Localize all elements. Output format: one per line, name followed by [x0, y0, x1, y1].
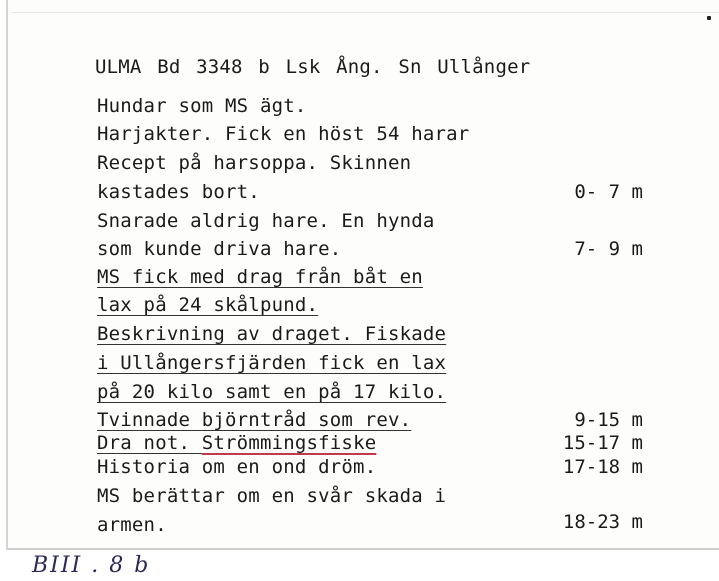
line-10: i Ullångersfjärden fick en lax [97, 352, 447, 374]
line-9: Beskrivning av draget. Fiskade [97, 323, 447, 345]
time-range-2: 7- 9 m [574, 238, 643, 260]
time-range-4: 15-17 m [562, 432, 643, 454]
line-13 [97, 432, 376, 454]
line-7: MS fick med drag från båt en [97, 266, 423, 288]
handwritten-annotation: BIII . 8 b [32, 553, 151, 578]
time-range-5: 17-18 m [562, 456, 643, 478]
time-range-1: 0- 7 m [574, 181, 643, 203]
line-11: på 20 kilo samt en på 17 kilo. [97, 381, 447, 403]
line-13-part-a: Dra not. [97, 432, 202, 454]
line-1: Hundar som MS ägt. [97, 95, 307, 117]
line-12: Tvinnade björntråd som rev. [97, 409, 412, 431]
line-2: Harjakter. Fick en höst 54 harar [97, 123, 470, 145]
card-header: ULMA Bd 3348 b Lsk Ång. Sn Ullånger [95, 56, 531, 78]
line-15: MS berättar om en svår skada i [97, 485, 447, 507]
line-14: Historia om en ond dröm. [97, 456, 377, 478]
line-3: Recept på harsoppa. Skinnen [97, 152, 412, 174]
time-range-6: 18-23 m [562, 511, 643, 533]
line-4: kastades bort. [97, 181, 260, 203]
card-top-edge [12, 12, 719, 13]
line-8: lax på 24 skålpund. [97, 294, 319, 316]
line-5: Snarade aldrig hare. En hynda [97, 210, 435, 232]
line-16: armen. [97, 514, 167, 536]
corner-mark [707, 16, 711, 20]
time-range-3: 9-15 m [574, 409, 643, 431]
line-13-part-b: Strömmingsfiske [201, 432, 377, 454]
line-6: som kunde driva hare. [97, 238, 342, 260]
